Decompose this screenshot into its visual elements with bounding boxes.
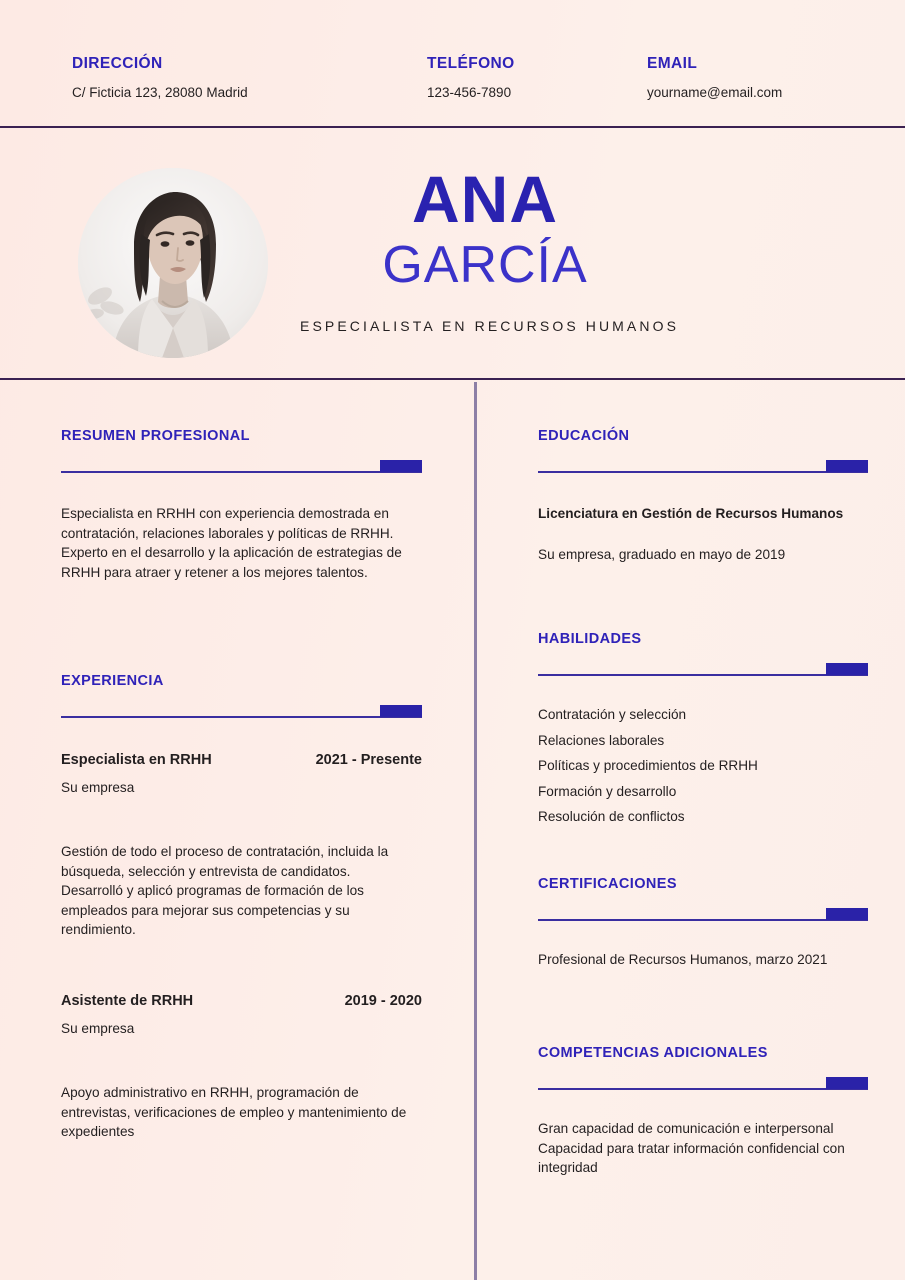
rule-accent-block [826, 908, 868, 920]
contact-phone-label: TELÉFONO [427, 55, 515, 72]
job-dates: 2021 - Presente [315, 752, 422, 768]
portrait-photo-icon [78, 168, 268, 358]
experience-entry [61, 993, 422, 1142]
avatar [78, 168, 268, 358]
rule-line [538, 919, 868, 921]
experience-entry-header [61, 993, 422, 1009]
contact-phone-value: 123-456-7890 [427, 85, 512, 100]
contact-email [647, 55, 782, 100]
list-item: Relaciones laborales [538, 732, 665, 748]
last-name: GARCÍA [382, 236, 588, 294]
list-item: Formación y desarrollo [538, 783, 677, 799]
contact-address [72, 55, 248, 100]
section-rule [538, 1076, 868, 1090]
summary-text: Especialista en RRHH con experiencia demostrada en contratación, relaciones laborales y políticas de RRHH. Experto en el desarrollo y la aplicación de estrategias de RRHH para atraer y retener a los mejores talentos. [61, 506, 402, 580]
column-divider [474, 382, 477, 1280]
rule-accent-block [826, 460, 868, 472]
section-rule [61, 704, 422, 718]
section-competencias-adicionales [538, 1045, 868, 1178]
section-title-resumen: RESUMEN PROFESIONAL [61, 428, 250, 444]
job-title: Asistente de RRHH [61, 992, 194, 1009]
contact-bar [0, 0, 905, 128]
section-certificaciones [538, 876, 868, 970]
job-tagline: ESPECIALISTA EN RECURSOS HUMANOS [300, 318, 680, 335]
job-description-1: Apoyo administrativo en RRHH, programación de entrevistas, verificaciones de empleo y mantenimiento de expedientes [61, 1084, 407, 1140]
rule-line [61, 471, 422, 473]
experience-entry [61, 752, 422, 940]
additional-skill-1: Gran capacidad de comunicación e interpersonal [538, 1121, 834, 1136]
contact-address-value: C/ Ficticia 123, 28080 Madrid [72, 85, 248, 100]
rule-line [538, 471, 868, 473]
rule-line [538, 1088, 868, 1090]
job-organization: Su empresa [61, 1020, 135, 1036]
contact-email-label: EMAIL [647, 55, 698, 72]
rule-accent-block [826, 663, 868, 675]
list-item: Contratación y selección [538, 707, 687, 722]
rule-line [61, 716, 422, 718]
section-rule [538, 907, 868, 921]
name-block [300, 162, 680, 335]
section-rule [61, 459, 422, 473]
name-band [0, 128, 905, 380]
experience-entry-header [61, 752, 422, 768]
section-rule [538, 662, 868, 676]
contact-phone [427, 55, 515, 100]
rule-accent-block [380, 705, 422, 717]
job-organization: Su empresa [61, 780, 135, 795]
education-organization: Su empresa, graduado en mayo de 2019 [538, 546, 786, 562]
section-title-habilidades: HABILIDADES [538, 631, 642, 647]
job-description-2: Desarrolló y aplicó programas de formación de los empleados para mejorar sus competencias y su rendimiento. [61, 883, 364, 938]
section-title-experiencia: EXPERIENCIA [61, 673, 164, 689]
contact-address-label: DIRECCIÓN [72, 55, 163, 72]
rule-accent-block [826, 1077, 868, 1089]
section-title-educacion: EDUCACIÓN [538, 428, 630, 444]
section-habilidades [538, 631, 868, 830]
list-item: Resolución de conflictos [538, 809, 685, 824]
rule-accent-block [380, 460, 422, 472]
section-title-certificaciones: CERTIFICACIONES [538, 876, 677, 892]
contact-email-value: yourname@email.com [647, 85, 783, 100]
job-description-1: Gestión de todo el proceso de contratación, incluida la búsqueda, selección y entrevista de candidatos. [61, 844, 389, 879]
section-resumen-profesional [61, 428, 422, 582]
section-rule [538, 459, 868, 473]
skills-list [538, 702, 868, 830]
first-name: ANA [412, 162, 558, 236]
certification-text: Profesional de Recursos Humanos, marzo 2021 [538, 952, 828, 967]
section-experiencia [61, 673, 422, 1142]
additional-skill-2: Capacidad para tratar información confidencial con integridad [538, 1140, 845, 1176]
job-title: Especialista en RRHH [61, 752, 212, 768]
section-title-competencias: COMPETENCIAS ADICIONALES [538, 1045, 768, 1061]
section-educacion [538, 428, 868, 564]
list-item: Políticas y procedimientos de RRHH [538, 758, 758, 773]
job-dates: 2019 - 2020 [344, 992, 422, 1009]
rule-line [538, 674, 868, 676]
education-degree: Licenciatura en Gestión de Recursos Humanos [538, 506, 844, 521]
